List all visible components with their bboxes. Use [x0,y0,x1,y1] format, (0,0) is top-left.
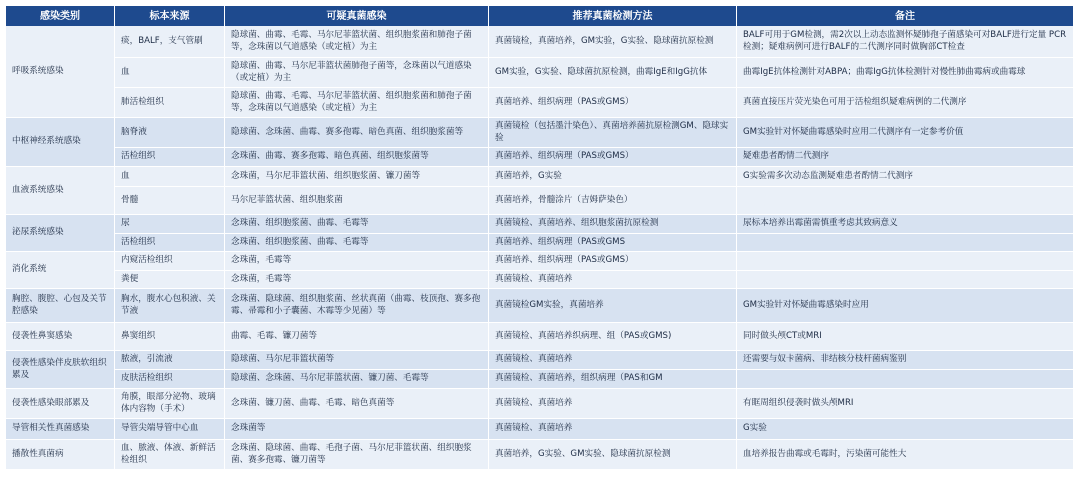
sample-cell: 活检组织 [115,148,225,167]
sample-cell: 骨髓 [115,187,225,215]
fungi-cell: 念珠菌、组织胞浆菌、曲霉、毛霉等 [225,234,489,252]
header-test-method: 推荐真菌检测方法 [489,6,737,26]
sample-cell: 脑脊液 [115,118,225,148]
fungi-cell: 念珠菌、隐球菌、曲霉、毛孢子菌、马尔尼菲篮状菌、组织胞浆菌、赛多孢霉、镰刀菌等 [225,440,489,470]
sample-cell: 尿 [115,215,225,234]
note-cell: BALF可用于GM检测，需2次以上动态监测怀疑肺孢子菌感染可对BALF进行定量 PCR检测；疑难病例可进行BALF的二代测序同时做胸部CT检查 [737,26,1074,58]
note-cell: 血培养报告曲霉或毛霉时，污染菌可能性大 [737,440,1074,470]
sample-cell: 活检组织 [115,234,225,252]
header-category: 感染类别 [6,6,115,26]
sample-cell: 导管尖端导管中心血 [115,419,225,440]
method-cell: 真菌镜检、真菌培养 [489,351,737,370]
fungi-cell: 念珠菌、隐球菌、组织胞浆菌、丝状真菌（曲霉、枝顶孢、赛多孢霉、帚霉和小子囊菌、木霉等少见菌）等 [225,289,489,323]
method-cell: 真菌镜检、真菌培养织病理、组（PAS或GMS) [489,323,737,351]
fungal-testing-table [6,6,1074,470]
sample-cell: 血 [115,58,225,88]
method-cell: 真菌镜检（包括墨汁染色）、真菌培养菌抗原检测GM、隐球实验 [489,118,737,148]
table-row [6,440,1074,470]
table-row [6,419,1074,440]
sample-cell: 胸水，腹水心包积液、关节液 [115,289,225,323]
table-row [6,88,1074,118]
category-cell: 侵袭性鼻窦感染 [6,323,115,351]
category-cell: 播散性真菌病 [6,440,115,470]
fungi-cell: 念珠菌、镰刀菌、曲霉、毛霉、暗色真菌等 [225,389,489,419]
note-cell: 有眶周组织侵袭时做头颅MRI [737,389,1074,419]
category-cell: 呼吸系统感染 [6,26,115,118]
note-cell [737,271,1074,289]
table-header-row [6,6,1074,26]
note-cell: 真菌直接压片荧光染色可用于活检组织疑难病例的二代测序 [737,88,1074,118]
note-cell [737,234,1074,252]
method-cell: 真菌培养、组织病理（PAS或GMS） [489,88,737,118]
method-cell: 真菌培养，G实验、GM实验、隐球菌抗原检测 [489,440,737,470]
fungi-cell: 念珠菌、组织胞浆菌、曲霉、毛霉等 [225,215,489,234]
note-cell [737,252,1074,271]
note-cell: GM实验针对怀疑曲霉感染时应用 [737,289,1074,323]
category-cell: 侵袭性感染眼部累及 [6,389,115,419]
method-cell: GM实验，G实验、隐球菌抗原检测，曲霉IgE和IgG抗体 [489,58,737,88]
note-cell [737,370,1074,389]
sample-cell: 角膜，眼部分泌物、玻璃体内容物（手术） [115,389,225,419]
method-cell: 真菌镜检GM实验，真菌培养 [489,289,737,323]
note-cell: G实验 [737,419,1074,440]
note-cell [737,187,1074,215]
method-cell: 真菌镜检、真菌培养 [489,419,737,440]
method-cell: 真菌培养、组织病理（PAS或GMS） [489,148,737,167]
fungi-cell: 念珠菌、曲霉、赛多孢霉、暗色真菌、组织胞浆菌等 [225,148,489,167]
method-cell: 真菌镜检，真菌培养，GM实验，G实验、隐球菌抗原检测 [489,26,737,58]
table-row [6,289,1074,323]
sample-cell: 皮肤活检组织 [115,370,225,389]
table-row [6,148,1074,167]
sample-cell: 脓液，引流液 [115,351,225,370]
table-row [6,252,1074,271]
table-row [6,118,1074,148]
method-cell: 真菌镜检、真菌培养 [489,271,737,289]
table-row [6,26,1074,58]
fungi-cell: 念珠菌，马尔尼菲篮状菌、组织胞浆菌、镰刀菌等 [225,167,489,187]
table-row [6,187,1074,215]
table-row [6,370,1074,389]
fungi-cell: 隐球菌、马尔尼菲篮状菌等 [225,351,489,370]
fungi-cell: 隐球菌、曲霉、毛霉、马尔尼菲篮状菌、组织胞浆菌和肺孢子菌等，念珠菌以气道感染（或定植）为主 [225,26,489,58]
method-cell: 真菌培养、组织病理（PAS或GMS [489,234,737,252]
note-cell: G实验需多次动态监测疑难患者酌情二代测序 [737,167,1074,187]
table-row [6,389,1074,419]
method-cell: 真菌镜检、真菌培养，组织病理（PAS和GM [489,370,737,389]
note-cell: 尿标本培养出霉菌需慎重考虑其致病意义 [737,215,1074,234]
category-cell: 泌尿系统感染 [6,215,115,252]
table-row [6,234,1074,252]
category-cell: 消化系统 [6,252,115,289]
category-cell: 胸腔、腹腔、心包及关节腔感染 [6,289,115,323]
fungi-cell: 曲霉、毛霉、镰刀菌等 [225,323,489,351]
table-row [6,351,1074,370]
fungi-cell: 隐球菌、曲霉、毛霉、马尔尼菲篮状菌、组织胞浆菌和肺孢子菌等，念珠菌以气道感染（或定植）为主 [225,88,489,118]
sample-cell: 内窥活检组织 [115,252,225,271]
table-row [6,215,1074,234]
header-sample: 标本来源 [115,6,225,26]
note-cell: 疑难患者酌情二代测序 [737,148,1074,167]
fungi-cell: 隐球菌、曲霉、马尔尼菲篮状菌肺孢子菌等，念珠菌以气道感染（或定植）为主 [225,58,489,88]
table-row [6,167,1074,187]
note-cell: 同时做头颅CT或MRI [737,323,1074,351]
method-cell: 真菌培养，G实验 [489,167,737,187]
note-cell: GM实验针对怀疑曲霉感染时应用二代测序有一定参考价值 [737,118,1074,148]
method-cell: 真菌培养、组织病理（PAS或GMS） [489,252,737,271]
fungi-cell: 隐球菌、念珠菌、马尔尼菲篮状菌、镰刀菌、毛霉等 [225,370,489,389]
fungi-cell: 隐球菌、念珠菌、曲霉、赛多孢霉、暗色真菌、组织胞浆菌等 [225,118,489,148]
sample-cell: 血 [115,167,225,187]
note-cell: 曲霉IgE抗体检测针对ABPA；曲霉IgG抗体检测针对慢性肺曲霉病或曲霉球 [737,58,1074,88]
category-cell: 中枢神经系统感染 [6,118,115,167]
fungi-cell: 马尔尼菲篮状菌、组织胞浆菌 [225,187,489,215]
table-row [6,323,1074,351]
category-cell: 侵袭性感染伴皮肤软组织累及 [6,351,115,389]
table-row [6,58,1074,88]
sample-cell: 肺活检组织 [115,88,225,118]
category-cell: 导管相关性真菌感染 [6,419,115,440]
fungi-cell: 念珠菌，毛霉等 [225,252,489,271]
table-row [6,271,1074,289]
header-suspected-fungi: 可疑真菌感染 [225,6,489,26]
fungi-cell: 念珠菌，毛霉等 [225,271,489,289]
sample-cell: 痰，BALF，支气管刷 [115,26,225,58]
sample-cell: 鼻窦组织 [115,323,225,351]
sample-cell: 粪便 [115,271,225,289]
note-cell: 还需要与奴卡菌病、非结核分枝杆菌病鉴别 [737,351,1074,370]
method-cell: 真菌镜检、真菌培养、组织胞浆菌抗原检测 [489,215,737,234]
sample-cell: 血、脓液、体液、新鲜活检组织 [115,440,225,470]
method-cell: 真菌镜检、真菌培养 [489,389,737,419]
category-cell: 血液系统感染 [6,167,115,215]
fungi-cell: 念珠菌等 [225,419,489,440]
header-notes: 备注 [737,6,1074,26]
method-cell: 真菌培养，骨髓涂片（吉姆萨染色） [489,187,737,215]
